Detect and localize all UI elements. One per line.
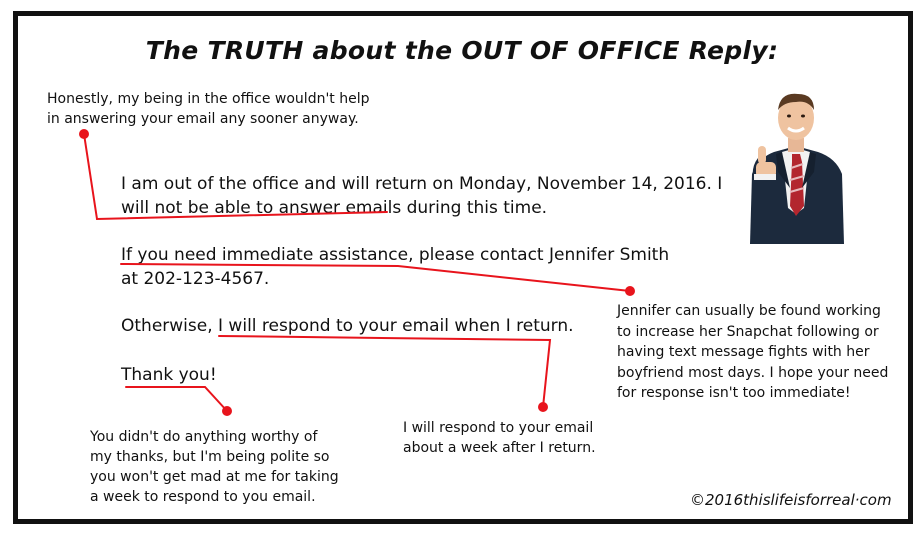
note-respond-line-2: about a week after I return.	[403, 440, 596, 456]
annotation-dot-honestly	[79, 129, 89, 139]
email-p4-line: Thank you!	[121, 365, 217, 385]
note-honestly-line-1: Honestly, my being in the office wouldn't help	[47, 91, 370, 107]
note-thanks-line-3: you won't get mad at me for taking	[90, 469, 339, 485]
annotation-line-jennifer	[121, 264, 630, 291]
annotation-line-honestly	[84, 134, 387, 219]
email-p2-line-1: If you need immediate assistance, please contact Jennifer Smith	[121, 245, 670, 265]
businessman-thumbs-up-icon	[744, 88, 848, 244]
email-p3-line: Otherwise, I will respond to your email when I return.	[121, 316, 574, 336]
email-p2-line-2: at 202-123-4567.	[121, 269, 270, 289]
note-jennifer-line-4: boyfriend most days. I hope your need	[617, 364, 889, 381]
note-thanks-line-2: my thanks, but I'm being polite so	[90, 449, 330, 465]
note-respond-line-1: I will respond to your email	[403, 420, 594, 436]
annotation-line-thanks	[126, 387, 227, 411]
note-jennifer-line-2: to increase her Snapchat following or	[617, 323, 879, 340]
note-jennifer-line-5: for response isn't too immediate!	[617, 385, 851, 401]
note-thanks-line-1: You didn't do anything worthy of	[90, 429, 318, 445]
copyright-credit: ©2016thislifeisforreal·com	[690, 491, 892, 509]
tie	[790, 154, 804, 216]
note-thanks-line-4: a week to respond to you email.	[90, 489, 316, 505]
note-jennifer-line-1: Jennifer can usually be found working	[617, 303, 881, 319]
note-jennifer-line-3: having text message fights with her	[617, 344, 870, 360]
annotation-line-respond	[219, 336, 550, 407]
annotation-dot-jennifer	[625, 286, 635, 296]
note-honestly-line-2: in answering your email any sooner anyway.	[47, 111, 359, 127]
comic-title: The TRUTH about the OUT OF OFFICE Reply:	[145, 36, 779, 65]
annotation-dot-thanks	[222, 406, 232, 416]
email-p1-line-2: will not be able to answer emails during this time.	[121, 198, 548, 218]
email-p1-line-1: I am out of the office and will return on Monday, November 14, 2016. I	[121, 174, 723, 194]
annotation-dot-respond	[538, 402, 548, 412]
